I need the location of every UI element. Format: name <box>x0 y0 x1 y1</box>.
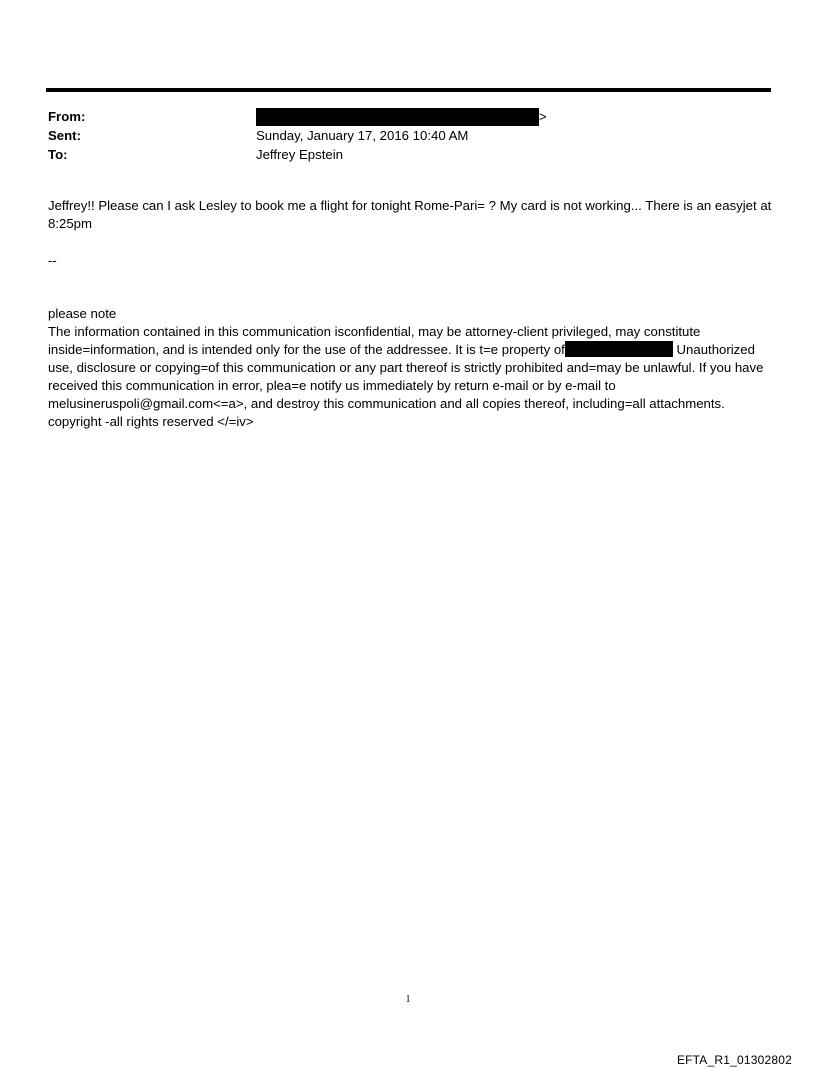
disclaimer-text-part2: Unauthorized use, disclosure or copying=of this communication or any part thereof is strictly prohibited and=may be unlawful. If you have received this communication in error, plea=e notify us immediately by return e-mail or by e-mail to melusineruspoli@gmail.com<=a>, and destroy this communication and all copies thereof, including=all attachments. <box>48 342 764 411</box>
to-value: Jeffrey Epstein <box>256 147 343 162</box>
copyright-notice: copyright -all rights reserved </=iv> <box>48 414 254 429</box>
document-id: EFTA_R1_01302802 <box>676 1053 792 1067</box>
from-label: From: <box>48 109 86 124</box>
header-rule <box>46 88 771 92</box>
disclaimer-text-part1: The information contained in this communication isconfidential, may be attorney-client privileged, may constitute inside=information, and is intended only for the use of the addressee. It is t=e property of <box>48 324 701 357</box>
sent-label: Sent: <box>48 128 81 143</box>
sent-value: Sunday, January 17, 2016 10:40 AM <box>256 128 469 143</box>
disclaimer <box>48 305 778 431</box>
redaction-block <box>256 108 539 126</box>
to-label: To: <box>48 147 68 162</box>
redaction-block <box>565 341 673 357</box>
disclaimer-text <box>48 323 778 413</box>
from-value <box>256 107 547 126</box>
from-suffix: > <box>539 109 547 124</box>
signature-separator: -- <box>48 253 57 268</box>
page-number: 1 <box>405 994 411 1005</box>
message-body: Jeffrey!! Please can I ask Lesley to book me a flight for tonight Rome-Pari= ? My card is not working... There is an easyjet at 8:25pm <box>48 198 772 231</box>
disclaimer-heading: please note <box>48 306 117 321</box>
